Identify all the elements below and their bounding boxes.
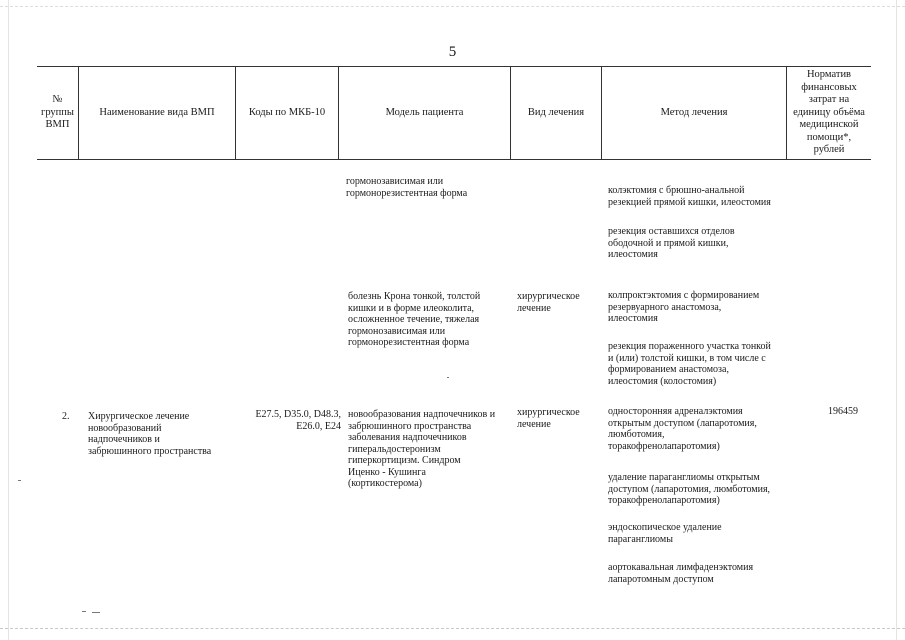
method-item: колпроктэктомия с формированием резервуарного анастомоза, илеостомия [608,290,760,324]
treatment-type-text: хирургическое лечение [517,407,580,430]
method-item: колэктомия с брюшно-анальной резекцией прямой кишки, илеостомия [608,185,771,208]
page-number: 5 [448,44,457,60]
financial-norm-value: 196459 [828,406,858,417]
method-item: удаление параганглиомы открытым доступом (лапаротомия, люмботомия, торакофренолапаротомия) [608,472,771,506]
patient-model-text: болезнь Крона тонкой, толстой кишки и в форме илеоколита, осложненное течение, тяжелая гормонозависимая или гормонорезистентная форма [348,291,481,348]
header-vmp-name: Наименование вида ВМП [79,67,236,159]
group-number: 2. [62,411,70,422]
scan-speck [18,480,21,481]
method-item: аортокавальная лимфаденэктомия лапаротомным доступом [608,562,754,585]
scan-speck [92,612,100,613]
treatment-type-text: хирургическое лечение [517,291,580,314]
icd-codes-text: E27.5, D35.0, D48.3, E26.0, E24 [255,409,341,432]
left-scan-edge [8,0,9,640]
header-group-number: № группы ВМП [37,67,79,159]
bottom-scan-edge [0,628,905,629]
method-item: односторонняя адреналэктомия открытым доступом (лапаротомия, люмботомия, торакофренолапаротомия) [608,406,757,452]
right-scan-edge [896,0,897,640]
header-icd-codes: Коды по МКБ-10 [236,67,339,159]
method-item: эндоскопическое удаление параганглиомы [608,522,722,545]
top-scan-edge [0,6,905,7]
method-item: резекция оставшихся отделов ободочной и прямой кишки, илеостомия [608,226,735,260]
scan-speck [447,377,449,378]
patient-model-text: гормонозависимая или гормонорезистентная форма [346,176,468,199]
header-treatment-type: Вид лечения [511,67,602,159]
table-header [37,66,871,160]
patient-model-text: новообразования надпочечников и забрюшинного пространства заболевания надпочечников гиперальдостеронизм гиперкортицизм. Синдром Иценко - Кушинга (кортикостерома) [348,409,496,489]
scan-speck [82,611,86,612]
header-treatment-method: Метод лечения [602,67,787,159]
header-financial-norm: Норматив финансовых затрат на единицу объёма медицинской помощи*, рублей [793,69,865,156]
header-patient-model: Модель пациента [339,67,511,159]
vmp-name-text: Хирургическое лечение новообразований надпочечников и забрюшинного пространства [88,411,212,457]
method-item: резекция пораженного участка тонкой и (или) толстой кишки, в том числе с формированием анастомоза, илеостомия (колостомия) [608,341,771,387]
